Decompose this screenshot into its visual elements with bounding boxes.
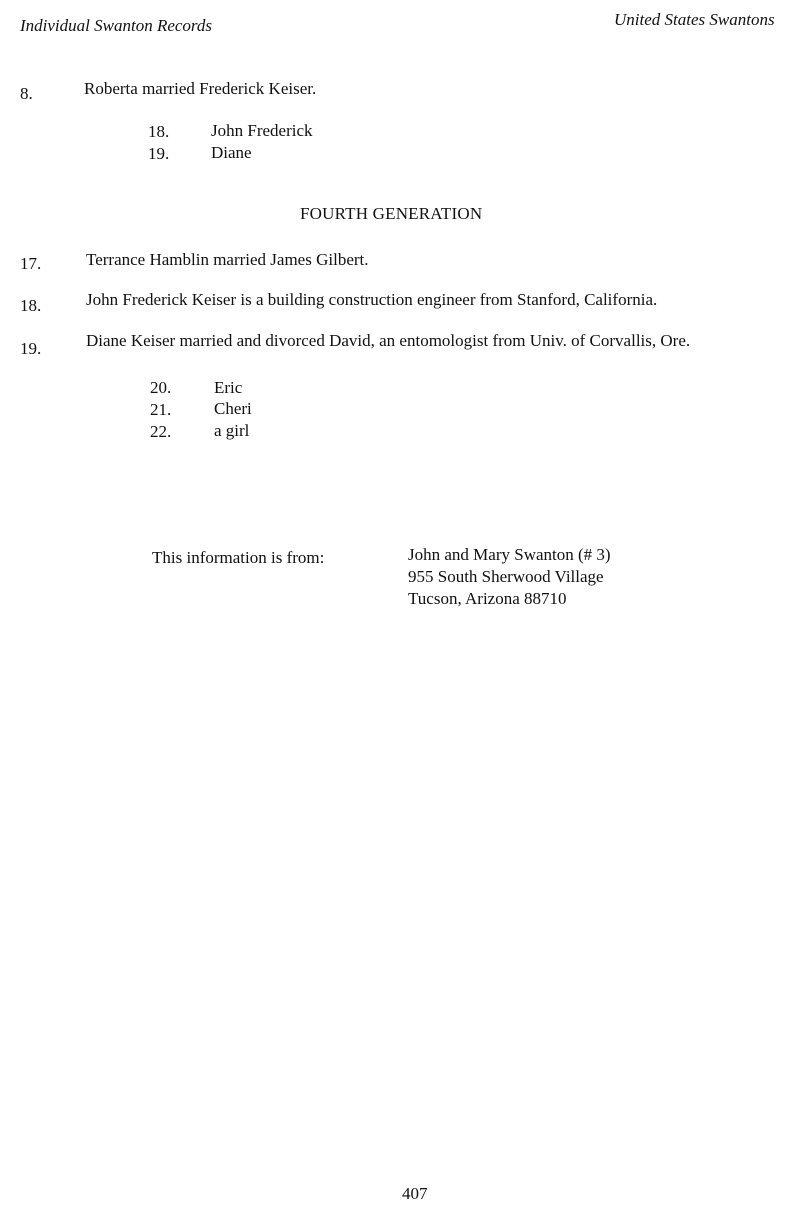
running-header-left: Individual Swanton Records (20, 16, 213, 35)
source-line: 955 South Sherwood Village (408, 567, 604, 586)
entry-text: John Frederick Keiser is a building construction engineer from Stanford, California. (86, 290, 658, 309)
entry-number: 17. (20, 254, 42, 273)
child-number: 20. (150, 378, 172, 397)
page-number: 407 (402, 1184, 428, 1203)
child-number: 22. (150, 422, 172, 441)
child-name: Eric (214, 378, 243, 397)
running-header-right: United States Swantons (614, 10, 775, 29)
child-name: Diane (211, 143, 252, 162)
source-line: Tucson, Arizona 88710 (408, 589, 567, 608)
child-name: a girl (214, 421, 250, 440)
entry-text: Terrance Hamblin married James Gilbert. (86, 250, 369, 269)
child-number: 19. (148, 144, 170, 163)
child-number: 18. (148, 122, 170, 141)
entry-text: Diane Keiser married and divorced David, an entomologist from Univ. of Corvallis, Ore. (86, 331, 691, 350)
entry-8-number: 8. (20, 84, 33, 103)
child-name: John Frederick (211, 121, 313, 140)
child-number: 21. (150, 400, 172, 419)
entry-8-text: Roberta married Frederick Keiser. (84, 79, 317, 98)
child-name: Cheri (214, 399, 252, 418)
source-label: This information is from: (152, 548, 325, 567)
entry-number: 19. (20, 339, 42, 358)
entry-number: 18. (20, 296, 42, 315)
section-heading: FOURTH GENERATION (300, 204, 483, 223)
source-line: John and Mary Swanton (# 3) (408, 545, 611, 564)
